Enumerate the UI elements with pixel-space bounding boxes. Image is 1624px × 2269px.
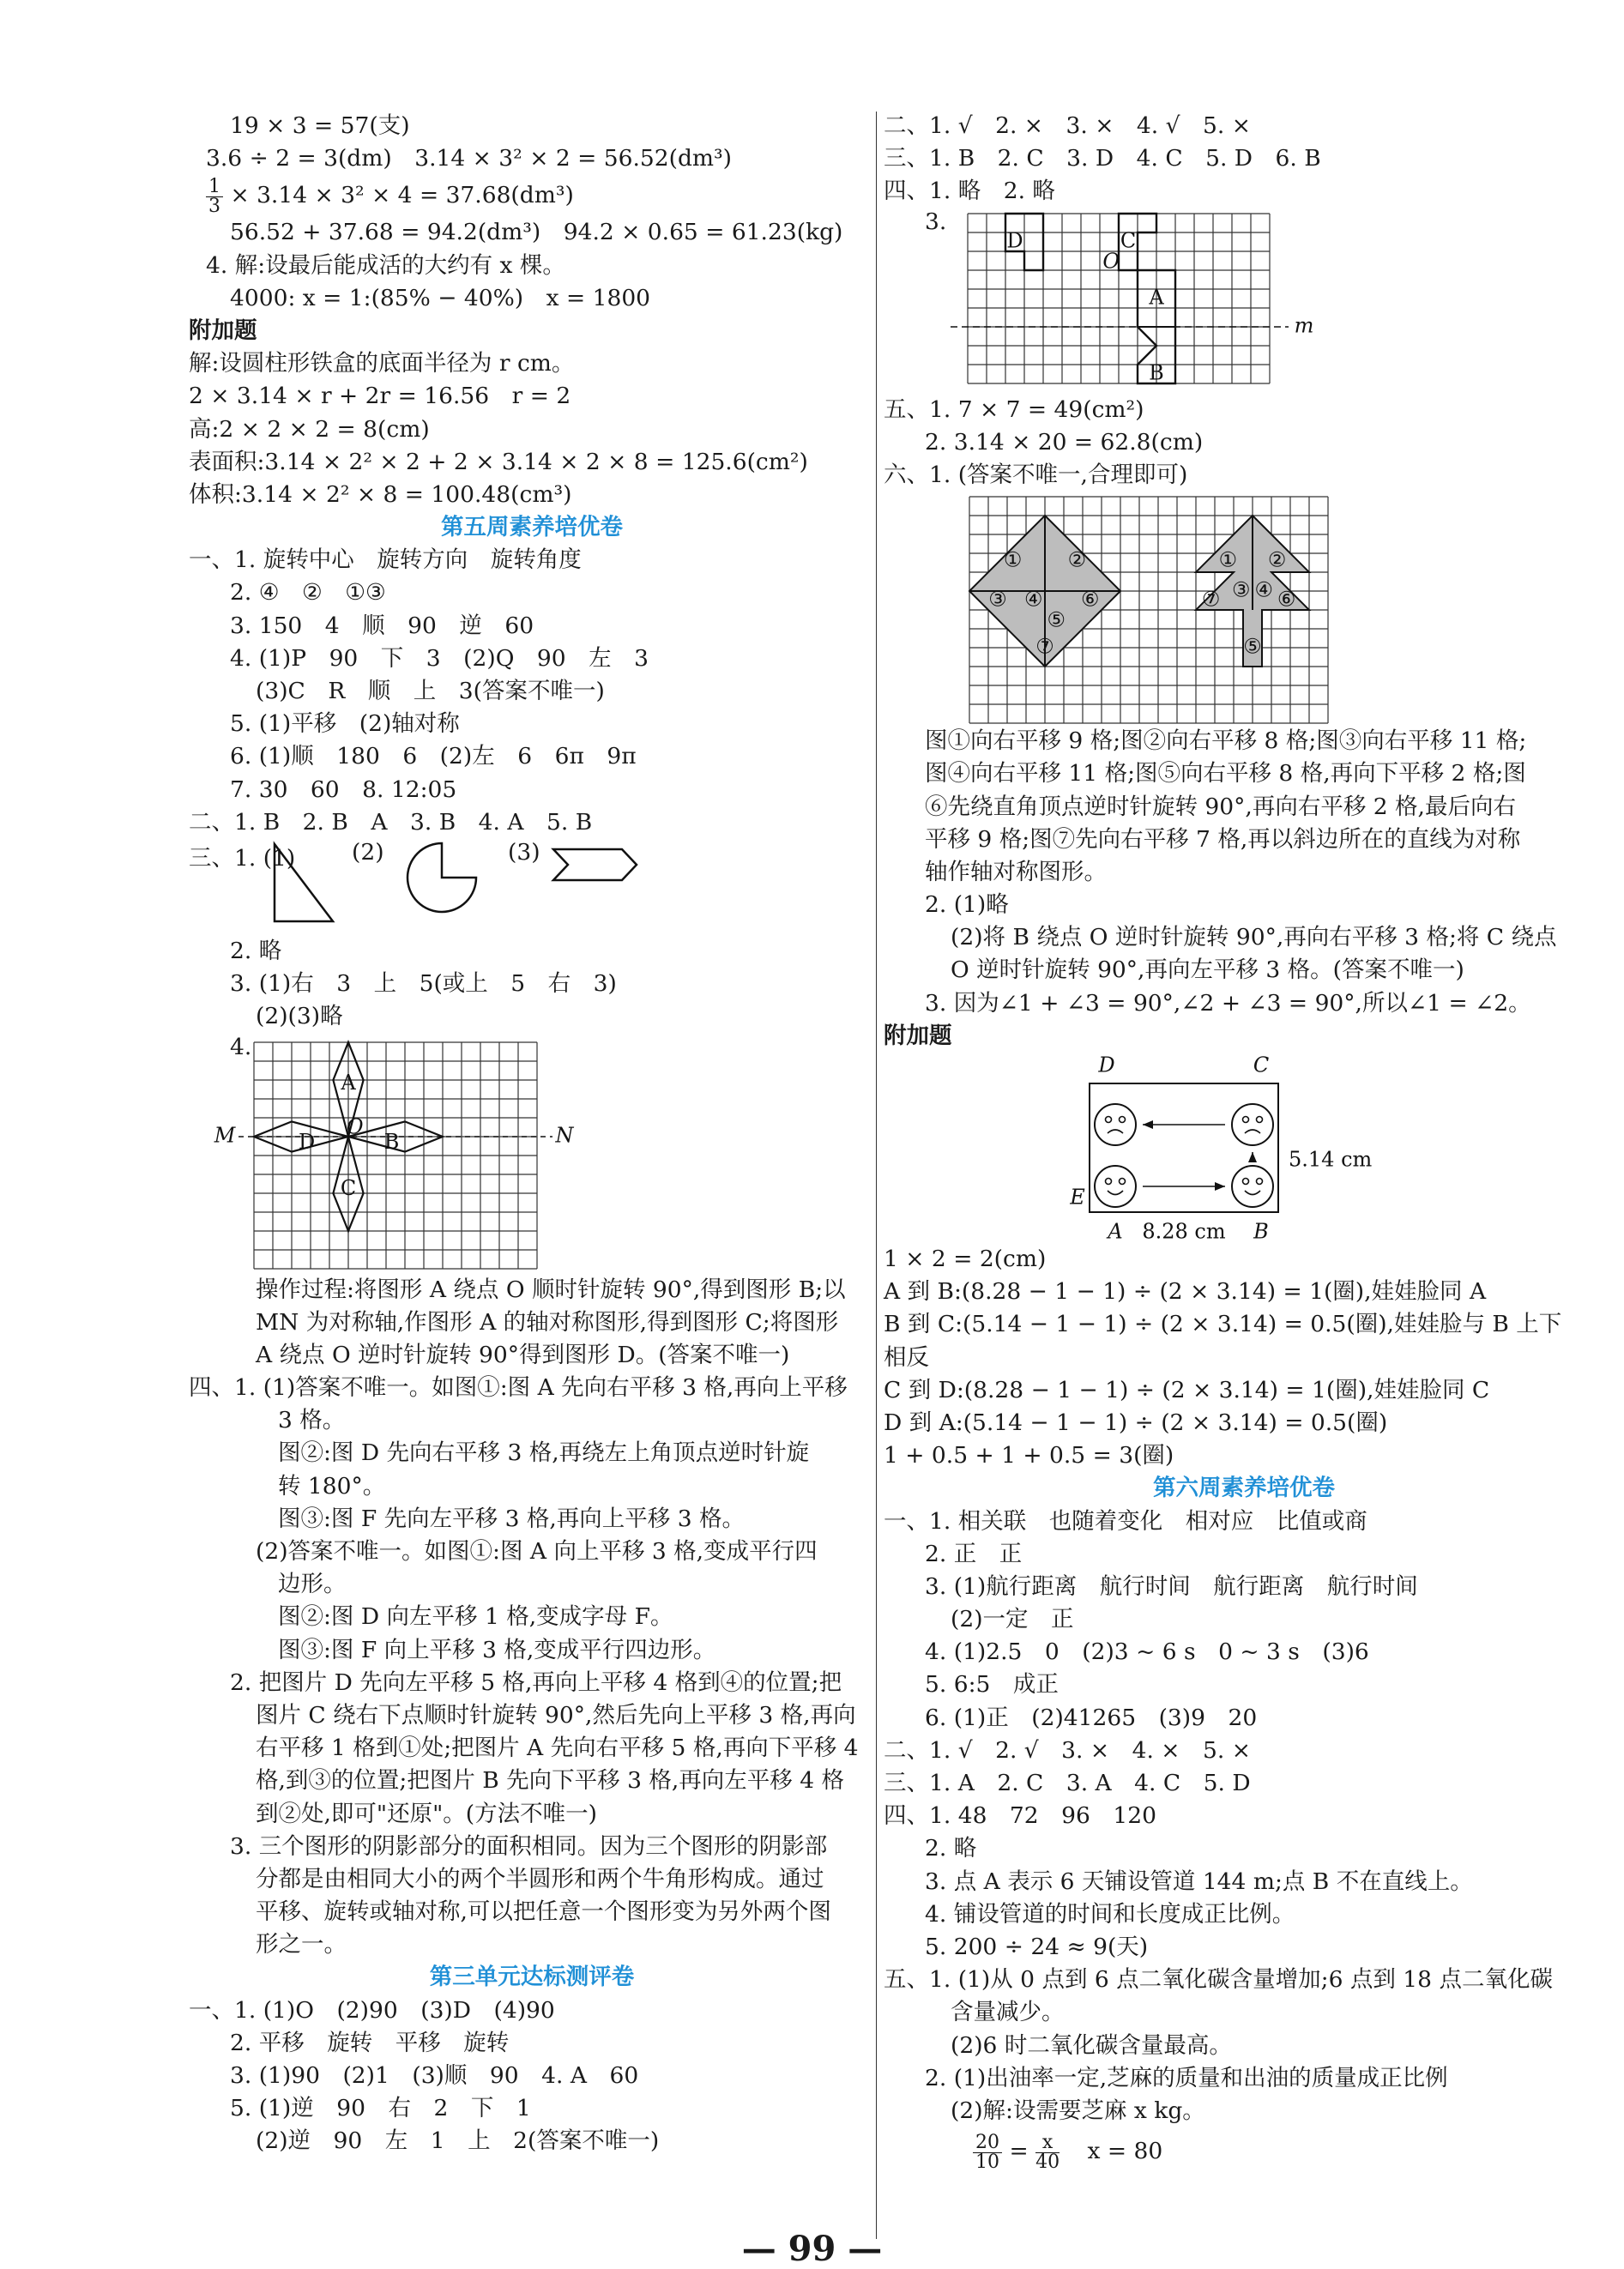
text-line: 体积:3.14 × 2² × 8 = 100.48(cm³): [189, 480, 572, 508]
section-title: 第五周素养培优卷: [441, 514, 623, 541]
text-line: 3 格。: [278, 1407, 346, 1434]
text-line: 四、1. (1)答案不唯一。如图①:图 A 先向右平移 3 格,再向上平移: [189, 1374, 848, 1402]
dimension-label-width: 8.28 cm: [1142, 1219, 1226, 1243]
fraction: $\frac{x}{40}$: [1035, 2131, 1060, 2173]
text-line: 2. 略: [230, 937, 282, 964]
text-line: 格,到③的位置;把图片 B 先向下平移 3 格,再向左平移 4 格: [256, 1767, 845, 1795]
text-line: A 绕点 O 逆时针旋转 90°得到图形 D。(答案不唯一): [256, 1341, 790, 1368]
text-line: 含量减少。: [951, 1999, 1065, 2026]
text-line: 2 × 3.14 × r + 2r = 16.56 r = 2: [189, 383, 571, 410]
text-line: 一、1. 相关联 也随着变化 相对应 比值或商: [884, 1507, 1367, 1535]
text-line: 5. 6:5 成正: [925, 1671, 1059, 1699]
label-d: D: [1098, 1053, 1115, 1077]
text-line: 二、1. √ 2. × 3. × 4. √ 5. ×: [884, 112, 1251, 139]
text-line: 2. (1)略: [925, 891, 1009, 919]
text-line: 五、1. 7 × 7 = 49(cm²): [884, 395, 1144, 423]
text-line: 2. 略: [925, 1835, 977, 1862]
text-line: ⑥先绕直角顶点逆时针旋转 90°,再向右平移 2 格,最后向右: [925, 793, 1516, 820]
face-icon: [1232, 1166, 1273, 1207]
text-line: 三、1. B 2. C 3. D 4. C 5. D 6. B: [884, 145, 1321, 172]
text-line: 4. 铺设管道的时间和长度成正比例。: [925, 1900, 1295, 1928]
text-line: 解:设圆柱形铁盒的底面半径为 r cm。: [189, 350, 575, 377]
label-m: M: [214, 1123, 236, 1147]
text-line: 边形。: [278, 1571, 347, 1598]
text-line: 6. (1)顺 180 6 (2)左 6 6π 9π: [230, 743, 637, 770]
text-line: 4. (1)P 90 下 3 (2)Q 90 左 3: [230, 644, 649, 672]
label-d: D: [298, 1129, 316, 1154]
text-line: 右平移 1 格到①处;把图片 A 先向右平移 5 格,再向下平移 4: [256, 1735, 859, 1762]
fraction: $\frac{1}{3}$: [206, 178, 223, 216]
bonus-title: 附加题: [884, 1022, 952, 1049]
text-line: 六、1. (答案不唯一,合理即可): [884, 461, 1188, 488]
text-line: 7. 30 60 8. 12:05: [230, 775, 457, 803]
label-c: C: [1120, 228, 1137, 253]
circled-label: ④: [1254, 577, 1273, 602]
label-b: B: [383, 1129, 400, 1154]
label-d: D: [1006, 228, 1023, 253]
text-line: 3. 150 4 顺 90 逆 60: [230, 612, 534, 639]
arrowhead-icon: [1248, 1152, 1257, 1162]
text-line: 19 × 3 = 57(支): [230, 112, 410, 139]
text-line: 形之一。: [256, 1931, 347, 1958]
face-icon: [1095, 1166, 1136, 1207]
label-a: A: [1149, 285, 1164, 310]
page-number: — 99 —: [741, 2229, 883, 2269]
three-quarter-circle-shape: [408, 843, 476, 912]
circled-label: ⑥: [1081, 587, 1100, 612]
text-line: 4. 解:设最后能成活的大约有 x 棵。: [206, 251, 565, 279]
text-line: (2)(3)略: [256, 1003, 343, 1030]
text-line: 轴作轴对称图形。: [925, 858, 1107, 885]
face-icon: [1232, 1104, 1273, 1145]
text-line: 56.52 + 37.68 = 94.2(dm³) 94.2 × 0.65 = 61.23(kg): [230, 219, 843, 246]
text-line: O 逆时针旋转 90°,再向左平移 3 格。(答案不唯一): [951, 956, 1464, 984]
text-line: MN 为对称轴,作图形 A 的轴对称图形,得到图形 C;将图形: [256, 1308, 839, 1336]
text-line: B 到 C:(5.14 − 1 − 1) ÷ (2 × 3.14) = 0.5(圈),娃娃脸与 B 上下: [884, 1311, 1562, 1338]
circled-label: ③: [988, 587, 1007, 612]
bonus-title: 附加题: [189, 317, 257, 344]
circled-label: ⑥: [1277, 587, 1296, 612]
text-line: (2)6 时二氧化碳含量最高。: [951, 2031, 1232, 2059]
arrowhead-icon: [1215, 1182, 1225, 1191]
text-line: 到②处,即可"还原"。(方法不唯一): [256, 1800, 597, 1827]
text-line: 图①向右平移 9 格;图②向右平移 8 格;图③向右平移 11 格;: [925, 727, 1527, 755]
translation-figure: 3. D C O A B m: [925, 208, 1314, 385]
circled-label: ①: [1218, 547, 1238, 572]
text-line: (3)C R 顺 上 3(答案不唯一): [256, 678, 605, 704]
face-icon: [1095, 1104, 1136, 1145]
text-line: 1 + 0.5 + 1 + 0.5 = 3(圈): [884, 1442, 1174, 1469]
left-column: [189, 110, 875, 2158]
shapes-figure: 三、1. (1) (2) (3): [189, 839, 875, 935]
circled-label: ④: [1024, 587, 1043, 612]
text-line: C 到 D:(8.28 − 1 − 1) ÷ (2 × 3.14) = 1(圈),娃娃脸同 C: [884, 1376, 1490, 1403]
text-line: 3. (1)90 (2)1 (3)顺 90 4. A 60: [230, 2062, 639, 2089]
text-line: 平移 9 格;图⑦先向右平移 7 格,再以斜边所在的直线为对称: [925, 825, 1521, 853]
text-line: 一、1. (1)O (2)90 (3)D (4)90: [189, 1996, 555, 2024]
text-line: 四、1. 略 2. 略: [884, 178, 1055, 205]
column-divider: [876, 112, 877, 2239]
text-line: 图③:图 F 向上平移 3 格,变成平行四边形。: [278, 1636, 716, 1663]
arrowhead-icon: [1143, 1120, 1153, 1129]
text-line: 五、1. (1)从 0 点到 6 点二氧化碳含量增加;6 点到 18 点二氧化碳: [884, 1966, 1553, 1994]
label-a: A: [341, 1070, 356, 1095]
text-line: 分都是由相同大小的两个半圆形和两个牛角形构成。通过: [256, 1865, 824, 1892]
text-line: 图②:图 D 向左平移 1 格,变成字母 F。: [278, 1603, 673, 1631]
text-line: 3. 点 A 表示 6 天铺设管道 144 m;点 B 不在直线上。: [925, 1868, 1473, 1895]
label-n: N: [555, 1123, 574, 1147]
text-line: 3. 因为∠1 + ∠3 = 90°,∠2 + ∠3 = 90°,所以∠1 = ∠2。: [925, 989, 1531, 1017]
circled-label: ⑦: [1035, 634, 1054, 659]
proportion-equation: $\frac{20}{10}$ = $\frac{x}{40}$ x = 80: [884, 2127, 1604, 2175]
right-column: [884, 110, 1604, 2175]
text-line: 二、1. √ 2. √ 3. × 4. × 5. ×: [884, 1736, 1251, 1764]
text-line: 4. (1)2.5 0 (2)3 ~ 6 s 0 ~ 3 s (3)6: [925, 1638, 1369, 1666]
text-line: 5. (1)平移 (2)轴对称: [230, 710, 460, 738]
label-o: O: [1102, 249, 1120, 274]
tree-pattern-figure: [884, 492, 1604, 725]
section-title: 第三单元达标测评卷: [429, 1964, 635, 1991]
text-line: (2)逆 90 左 1 上 2(答案不唯一): [256, 2127, 660, 2155]
text-line: 6. (1)正 (2)41265 (3)9 20: [925, 1704, 1258, 1731]
label-b: B: [1149, 360, 1164, 385]
text-line: $\frac{1}{3}$ × 3.14 × 3² × 4 = 37.68(dm³): [189, 175, 875, 216]
label-m: m: [1294, 313, 1314, 338]
text-line: 四、1. 48 72 96 120: [884, 1802, 1156, 1830]
text-line: 2. 正 正: [925, 1540, 1023, 1567]
rotation-figure: 4. A B C D O M N: [189, 1034, 875, 1274]
text-line: 操作过程:将图形 A 绕点 O 顺时针旋转 90°,得到图形 B;以: [256, 1276, 846, 1303]
text-line: 平移、旋转或轴对称,可以把任意一个图形变为另外两个图: [256, 1898, 831, 1926]
text-line: 高:2 × 2 × 2 = 8(cm): [189, 415, 430, 443]
text-line: 2. (1)出油率一定,芝麻的质量和出油的质量成正比例: [925, 2064, 1448, 2091]
text-line: 2. 平移 旋转 平移 旋转: [230, 2029, 510, 2056]
text-line: D 到 A:(5.14 − 1 − 1) ÷ (2 × 3.14) = 0.5(圈): [884, 1409, 1388, 1436]
label-c: C: [340, 1175, 357, 1200]
fraction: $\frac{20}{10}$: [973, 2133, 1002, 2172]
text-line: 1 × 2 = 2(cm): [884, 1246, 1047, 1272]
text-line: 2. ④ ② ①③: [230, 579, 386, 606]
text-line: 图④向右平移 11 格;图⑤向右平移 8 格,再向下平移 2 格;图: [925, 760, 1526, 788]
text-line: (2)答案不唯一。如图①:图 A 向上平移 3 格,变成平行四: [256, 1538, 818, 1565]
text-line: 表面积:3.14 × 2² × 2 + 2 × 3.14 × 2 × 8 = 125.6(cm²): [189, 448, 808, 475]
text-line: 5. 200 ÷ 24 ≈ 9(天): [925, 1933, 1149, 1960]
text-line: 二、1. B 2. B A 3. B 4. A 5. B: [189, 808, 593, 836]
label-c: C: [1253, 1053, 1270, 1077]
text-line: 3. 三个图形的阴影部分的面积相同。因为三个图形的阴影部: [230, 1832, 828, 1860]
text-line: 3. (1)航行距离 航行时间 航行距离 航行时间: [925, 1572, 1418, 1600]
text-line: 图片 C 绕右下点顺时针旋转 90°,然后先向上平移 3 格,再向: [256, 1701, 856, 1729]
label-e: E: [1070, 1185, 1085, 1210]
rolling-face-figure: [884, 1053, 1604, 1243]
text-line: 图③:图 F 先向左平移 3 格,再向上平移 3 格。: [278, 1505, 746, 1532]
text-line: 3.6 ÷ 2 = 3(dm) 3.14 × 3² × 2 = 56.52(dm³): [206, 145, 732, 172]
text-line: (2)一定 正: [951, 1606, 1074, 1633]
text-line: 转 180°。: [278, 1472, 386, 1500]
text-line: A 到 B:(8.28 − 1 − 1) ÷ (2 × 3.14) = 1(圈),娃娃脸同 A: [884, 1278, 1487, 1306]
text-line: 一、1. 旋转中心 旋转方向 旋转角度: [189, 546, 582, 574]
label-a: A: [1108, 1219, 1123, 1243]
text-line: 4000: x = 1:(85% − 40%) x = 1800: [230, 284, 651, 311]
text-line: 2. 把图片 D 先向左平移 5 格,再向上平移 4 格到④的位置;把: [230, 1669, 842, 1696]
circled-label: ②: [1267, 547, 1287, 572]
circled-label: ⑤: [1243, 634, 1262, 659]
circled-label: ②: [1067, 547, 1087, 572]
chevron-shape: [553, 849, 637, 880]
label-o: O: [346, 1114, 364, 1139]
text-line: 2. 3.14 × 20 = 62.8(cm): [925, 428, 1204, 456]
text-line: 3. (1)右 3 上 5(或上 5 右 3): [230, 970, 617, 998]
section-title: 第六周素养培优卷: [1153, 1475, 1335, 1502]
text-line: (2)将 B 绕点 O 逆时针旋转 90°,再向右平移 3 格;将 C 绕点: [951, 924, 1557, 951]
text-line: 5. (1)逆 90 右 2 下 1: [230, 2095, 531, 2122]
label-b: B: [1253, 1219, 1269, 1243]
right-triangle-shape: [275, 844, 333, 921]
text-line: 图②:图 D 先向右平移 3 格,再绕左上角顶点逆时针旋: [278, 1439, 810, 1467]
circled-label: ①: [1003, 547, 1023, 572]
circled-label: ⑦: [1201, 587, 1221, 612]
dimension-label-height: 5.14 cm: [1289, 1147, 1373, 1172]
circled-label: ⑤: [1047, 607, 1066, 632]
text-line: (2)解:设需要芝麻 x kg。: [951, 2097, 1205, 2124]
text-line: 相反: [884, 1343, 929, 1371]
circled-label: ③: [1232, 577, 1251, 602]
text-line: 三、1. A 2. C 3. A 4. C 5. D: [884, 1770, 1251, 1796]
